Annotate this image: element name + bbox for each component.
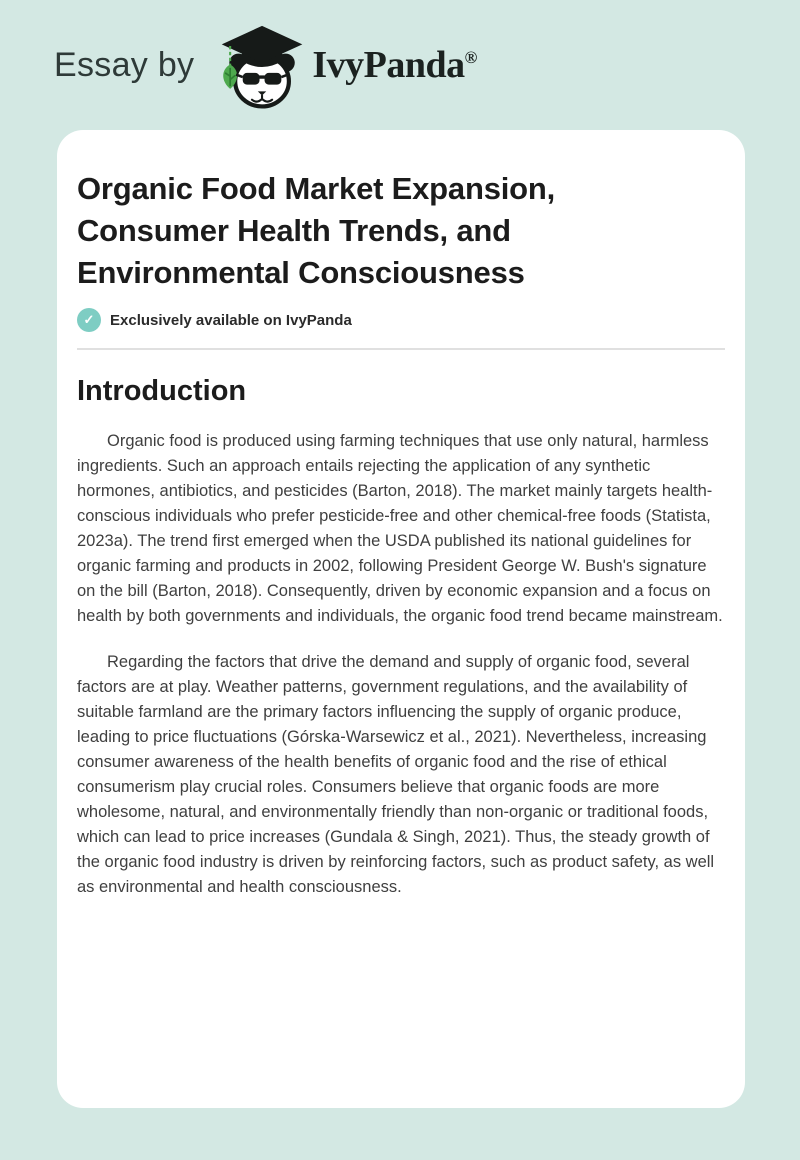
paragraph: Regarding the factors that drive the demand and supply of organic food, several factors are at play. Weather patterns, government regulations, and the availability of suitable farmland are the primary factors influencing the supply of organic produce, leading to price fluctuations (Górska-Warsewicz et al., 2021). Nevertheless, increasing consumer awareness of the health benefits of organic food and the rise of ethical consumerism play crucial roles. Consumers believe that organic foods are more wholesome, natural, and environmentally friendly than non-organic or traditional foods, which can lead to price increases (Gundala & Singh, 2021). Thus, the steady growth of the organic food industry is driven by reinforcing factors, such as product safety, as well as environmental and health consciousness. bbox=[77, 653, 715, 896]
panda-graduate-icon bbox=[210, 22, 304, 112]
essay-title: Organic Food Market Expansion, Consumer Health Trends, and Environmental Consciousness bbox=[77, 171, 556, 290]
site-header bbox=[0, 0, 800, 130]
paragraph: Organic food is produced using farming techniques that use only natural, harmless ingredients. Such an approach entails rejecting the application of any synthetic hormones, antibiotics, and pesticides (Barton, 2018). The market mainly targets health-conscious individuals who prefer pesticide-free and other chemical-free foods (Statista, 2023a). The trend first emerged when the USDA published its national guidelines for organic farming and products in 2002, following President George W. Bush's signature on the bill (Barton, 2018). Consequently, driven by economic expansion and a focus on health by both governments and individuals, the organic food trend became mainstream. bbox=[77, 432, 723, 625]
availability-row bbox=[77, 308, 725, 332]
registered-mark: ® bbox=[464, 48, 477, 67]
essay-card bbox=[57, 130, 745, 1108]
brand-text: IvyPanda bbox=[312, 44, 465, 86]
header-prefix: Essay by bbox=[54, 45, 195, 84]
divider bbox=[77, 348, 725, 350]
availability-label: Exclusively available on IvyPanda bbox=[110, 311, 352, 329]
brand-name bbox=[312, 43, 476, 87]
check-icon: ✓ bbox=[77, 308, 101, 332]
section-heading-introduction: Introduction bbox=[77, 375, 247, 407]
